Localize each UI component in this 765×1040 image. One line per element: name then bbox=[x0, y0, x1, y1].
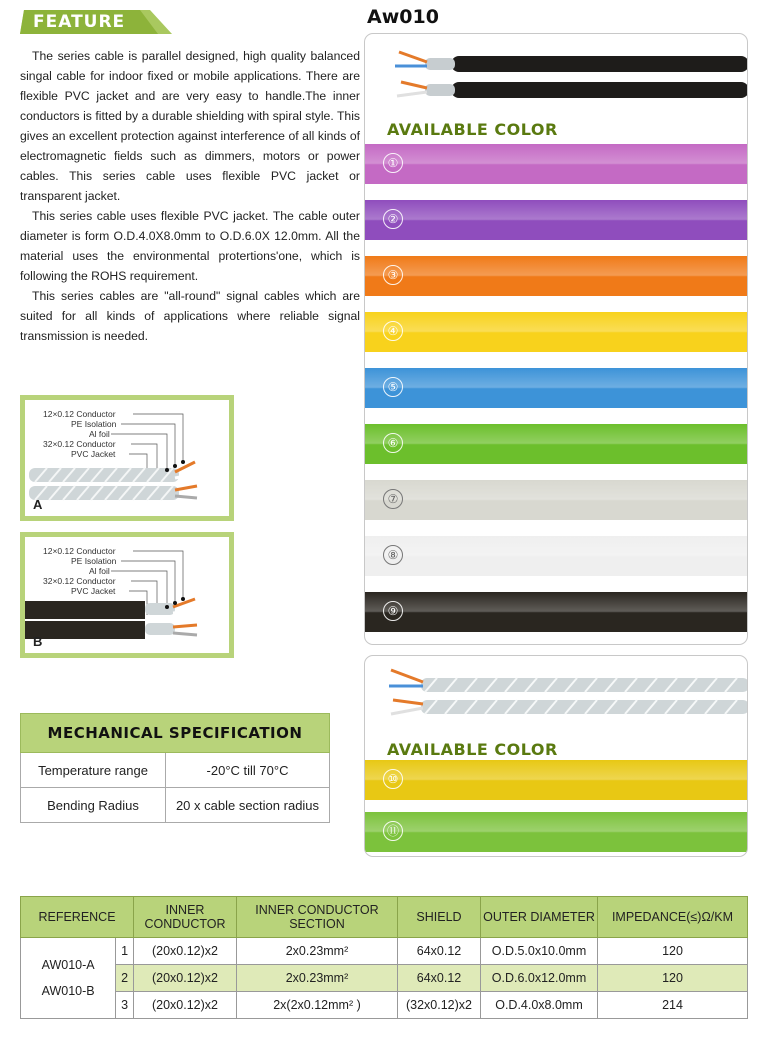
reference-cell bbox=[21, 938, 116, 1019]
diagram-label: Al foil bbox=[89, 566, 110, 576]
cable-illustration bbox=[25, 537, 229, 653]
cell: 2x0.23mm² bbox=[237, 965, 398, 992]
diagram-label: Al foil bbox=[89, 429, 110, 439]
color-panel bbox=[364, 33, 748, 645]
swatch-number: ⑨ bbox=[383, 601, 403, 621]
cell: 64x0.12 bbox=[398, 938, 481, 965]
product-title: Aw010 bbox=[367, 6, 439, 28]
braided-cable-photo bbox=[365, 656, 748, 736]
color-swatch bbox=[365, 144, 748, 184]
cell: (20x0.12)x2 bbox=[134, 938, 237, 965]
column-header: INNER CONDUCTOR bbox=[134, 897, 237, 938]
cell: 120 bbox=[598, 938, 748, 965]
spec-value: -20°C till 70°C bbox=[166, 753, 330, 788]
table-row bbox=[21, 992, 748, 1019]
diagram-letter: A bbox=[33, 497, 43, 512]
diagram-label: PVC Jacket bbox=[71, 586, 116, 596]
color-swatch bbox=[365, 424, 748, 464]
swatch-number: ④ bbox=[383, 321, 403, 341]
column-header: INNER CONDUCTOR SECTION bbox=[237, 897, 398, 938]
swatch-number: ⑩ bbox=[383, 769, 403, 789]
table-row bbox=[21, 938, 748, 965]
swatch-number: ⑤ bbox=[383, 377, 403, 397]
color-swatch bbox=[365, 480, 748, 520]
swatch-number: ⑪ bbox=[383, 821, 403, 841]
feature-heading: FEATURE bbox=[33, 12, 126, 32]
cell: 64x0.12 bbox=[398, 965, 481, 992]
feature-description bbox=[20, 46, 360, 346]
description-paragraph: This series cable uses flexible PVC jacket. The cable outer diameter is form O.D.4.0X8.0mm to O.D.6.0X 12.0mm. All the material uses the environmental protertions'one, which is following the ROHS requirement. bbox=[20, 209, 360, 283]
cable-diagram-a bbox=[20, 395, 234, 521]
diagram-label: PVC Jacket bbox=[71, 449, 116, 459]
cell: O.D.4.0x8.0mm bbox=[481, 992, 598, 1019]
cell: (20x0.12)x2 bbox=[134, 992, 237, 1019]
color-swatch bbox=[365, 368, 748, 408]
mechanical-spec-table bbox=[20, 713, 330, 823]
cell: O.D.6.0x12.0mm bbox=[481, 965, 598, 992]
cable-diagram-b bbox=[20, 532, 234, 658]
spec-value: 20 x cable section radius bbox=[166, 788, 330, 823]
color-swatch bbox=[365, 312, 748, 352]
row-number: 1 bbox=[116, 938, 134, 965]
cell: 2x0.23mm² bbox=[237, 938, 398, 965]
swatch-number: ① bbox=[383, 153, 403, 173]
cell: 2x(2x0.12mm² ) bbox=[237, 992, 398, 1019]
column-header: REFERENCE bbox=[21, 897, 134, 938]
diagram-label: 12×0.12 Conductor bbox=[43, 409, 116, 419]
cable-illustration bbox=[25, 400, 229, 516]
column-header: OUTER DIAMETER bbox=[481, 897, 598, 938]
available-color-heading: AVAILABLE COLOR bbox=[387, 120, 558, 139]
table-row bbox=[21, 965, 748, 992]
color-swatch bbox=[365, 812, 748, 852]
spec-label: Bending Radius bbox=[21, 788, 166, 823]
spec-label: Temperature range bbox=[21, 753, 166, 788]
diagram-label: PE Isolation bbox=[71, 419, 117, 429]
table-row bbox=[21, 753, 330, 788]
row-number: 2 bbox=[116, 965, 134, 992]
cell: O.D.5.0x10.0mm bbox=[481, 938, 598, 965]
swatch-number: ⑥ bbox=[383, 433, 403, 453]
description-paragraph: The series cable is parallel designed, high quality balanced singal cable for indoor fixed or mobile applications. There are flexible PVC jacket and are very easy to handle.The inner conductors is fitted by a durable shielding with spiral style. This gives an excellent protection against interference of all kinds of electromagnetic fields such as dimmers, motors or power cables. This series cable uses flexible PVC jacket or transparent jacket. bbox=[20, 49, 360, 203]
color-swatch bbox=[365, 592, 748, 632]
cell: 120 bbox=[598, 965, 748, 992]
cell: (20x0.12)x2 bbox=[134, 965, 237, 992]
diagram-letter: B bbox=[33, 634, 43, 649]
color-swatch bbox=[365, 536, 748, 576]
cell: (32x0.12)x2 bbox=[398, 992, 481, 1019]
diagram-label: 12×0.12 Conductor bbox=[43, 546, 116, 556]
color-swatch bbox=[365, 200, 748, 240]
swatch-number: ② bbox=[383, 209, 403, 229]
column-header: SHIELD bbox=[398, 897, 481, 938]
color-panel bbox=[364, 655, 748, 857]
swatch-number: ⑦ bbox=[383, 489, 403, 509]
diagram-label: 32×0.12 Conductor bbox=[43, 439, 116, 449]
flat-cable-photo bbox=[365, 34, 748, 114]
color-swatch bbox=[365, 256, 748, 296]
reference-b: AW010-B bbox=[41, 984, 95, 998]
table-row bbox=[21, 788, 330, 823]
column-header: IMPEDANCE(≤)Ω/KM bbox=[598, 897, 748, 938]
description-paragraph: This series cables are "all-round" signal cables which are suited for all kinds of applications where reliable signal transmission is needed. bbox=[20, 289, 360, 343]
product-spec-table bbox=[20, 896, 748, 1019]
mechanical-spec-title: MECHANICAL SPECIFICATION bbox=[21, 714, 330, 753]
color-swatch bbox=[365, 760, 748, 800]
swatch-number: ⑧ bbox=[383, 545, 403, 565]
cell: 214 bbox=[598, 992, 748, 1019]
available-color-heading: AVAILABLE COLOR bbox=[387, 740, 558, 759]
diagram-label: PE Isolation bbox=[71, 556, 117, 566]
diagram-label: 32×0.12 Conductor bbox=[43, 576, 116, 586]
row-number: 3 bbox=[116, 992, 134, 1019]
reference-a: AW010-A bbox=[41, 958, 95, 972]
swatch-number: ③ bbox=[383, 265, 403, 285]
